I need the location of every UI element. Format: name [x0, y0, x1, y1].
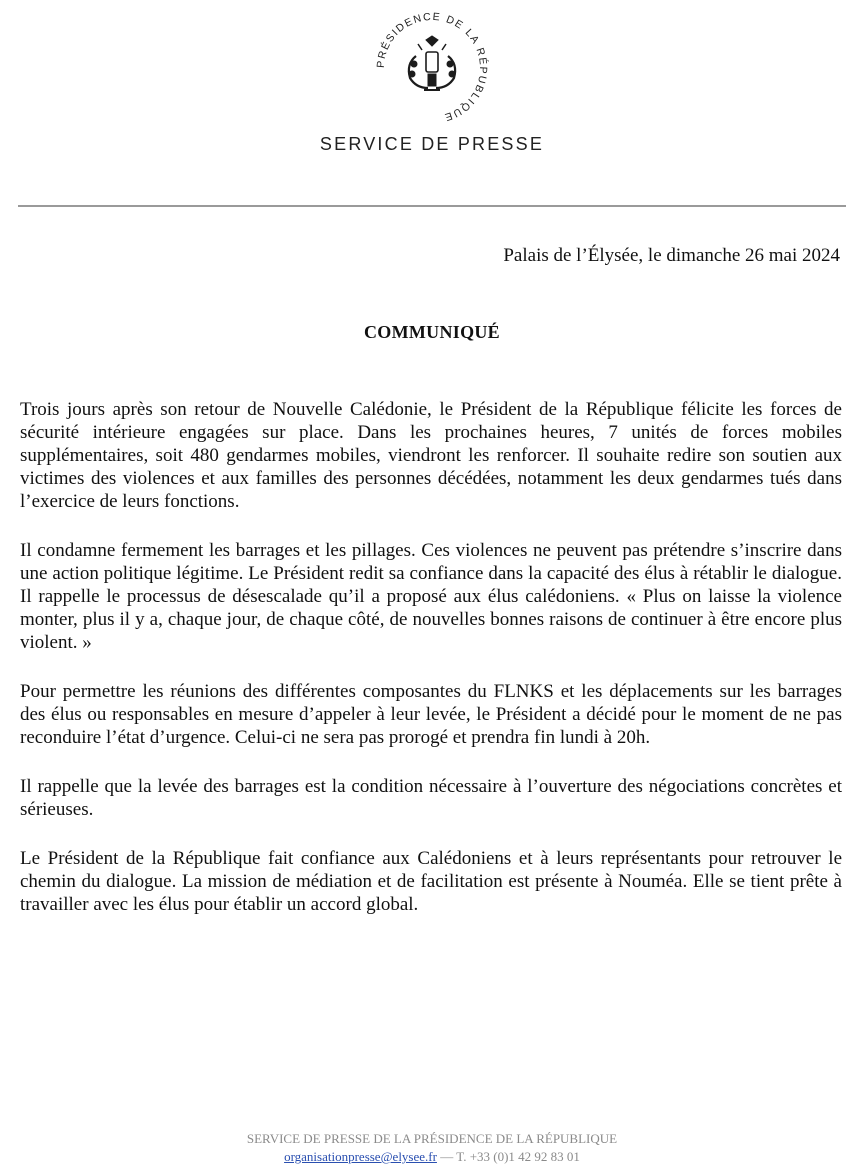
paragraph-4: Il rappelle que la levée des barrages est la condition nécessaire à l’ouverture des négociations concrètes et sérieuses.: [20, 776, 842, 820]
footer: [0, 1130, 864, 1166]
seal-ring-text: PRÉSIDENCE DE LA RÉPUBLIQUE: [374, 10, 490, 124]
paragraph-5: Le Président de la République fait confiance aux Calédoniens et à leurs représentants pour retrouver le chemin du dialogue. La mission de médiation et de facilitation est présente à Nouméa. Elle se tient prête à travailler avec les élus pour établir un accord global.: [20, 848, 842, 915]
paragraph-3: Pour permettre les réunions des différentes composantes du FLNKS et les déplacements sur les barrages des élus ou responsables en mesure d’appeler à leur levée, le Président a décidé pour le moment de ne pas reconduire l’état d’urgence. Celui-ci ne sera pas prorogé et prendra fin lundi à 20h.: [20, 681, 842, 748]
footer-phone: — T. +33 (0)1 42 92 83 01: [436, 1149, 580, 1164]
seal-emblem-icon: [370, 6, 494, 130]
svg-text:PRÉSIDENCE DE LA RÉPUBLIQUE: [375, 11, 490, 124]
dateline: Palais de l’Élysée, le dimanche 26 mai 2024: [503, 245, 840, 266]
paragraph-1: Trois jours après son retour de Nouvelle Calédonie, le Président de la République félicite les forces de sécurité intérieure engagées sur place. Dans les prochaines heures, 7 unités de forces mobiles supplémentaires, soit 480 gendarmes mobiles, viendront les renforcer. Il souhaite redire son soutien aux victimes des violences et aux familles des personnes décédées, notamment les deux gendarmes tués dans l’exercice de leurs fonctions.: [20, 399, 842, 512]
service-title: SERVICE DE PRESSE: [319, 134, 545, 154]
communique-body: [20, 398, 842, 942]
header-divider: [18, 205, 846, 207]
presidential-seal: [370, 6, 494, 130]
footer-contact: [0, 1148, 864, 1166]
paragraph-2: Il condamne fermement les barrages et les pillages. Ces violences ne peuvent pas prétendre s’inscrire dans une action politique légitime. Le Président redit sa confiance dans la capacité des élus à rétablir le dialogue. Il rappelle le processus de désescalade qu’il a proposé aux élus calédoniens. « Plus on laisse la violence monter, plus il y a, chaque jour, de chaque côté, de nouvelles bonnes raisons de continuer à être encore plus violent. »: [20, 540, 842, 653]
footer-email-link[interactable]: organisationpresse@elysee.fr: [284, 1149, 437, 1164]
communique-heading: COMMUNIQUÉ: [364, 322, 500, 342]
footer-title: SERVICE DE PRESSE DE LA PRÉSIDENCE DE LA RÉPUBLIQUE: [246, 1131, 618, 1146]
